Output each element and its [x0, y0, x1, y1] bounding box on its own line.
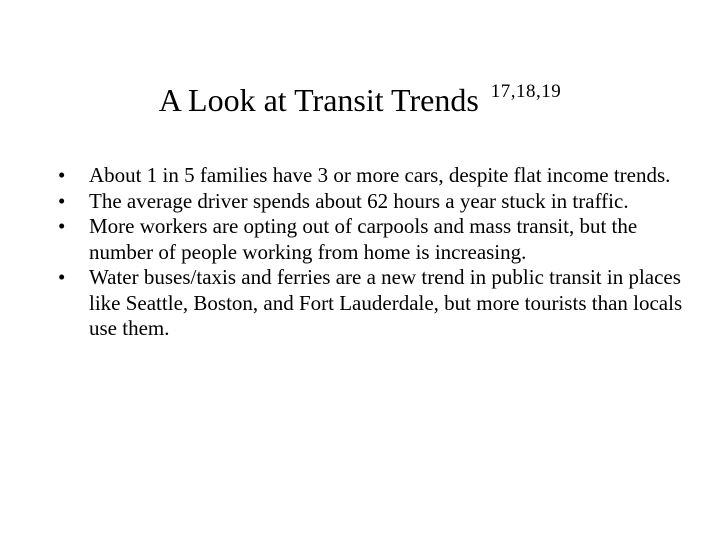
bullet-text: More workers are opting out of carpools and mass transit, but the number of people working from home is increasing.: [89, 214, 638, 264]
bullet-text: Water buses/taxis and ferries are a new trend in public transit in places like Seattle, Boston, and Fort Lauderdale, but more tourists than locals use them.: [89, 265, 683, 340]
bullet-text: About 1 in 5 families have 3 or more cars, despite flat income trends.: [89, 163, 671, 187]
slide-title-text: A Look at Transit Trends: [158, 82, 479, 118]
bullet-dot-icon: •: [58, 188, 66, 213]
bullet-list: [58, 163, 698, 342]
bullet-dot-icon: •: [58, 265, 66, 289]
bullet-item: [58, 189, 698, 215]
bullet-text: The average driver spends about 62 hours a year stuck in traffic.: [89, 188, 629, 213]
bullet-item: [58, 214, 698, 265]
slide-title: [0, 72, 720, 120]
bullet-dot-icon: •: [58, 163, 66, 187]
bullet-item: [58, 163, 698, 189]
title-citation-superscript: 17,18,19: [490, 81, 562, 102]
bullet-item: [58, 265, 698, 342]
bullet-dot-icon: •: [58, 214, 66, 238]
